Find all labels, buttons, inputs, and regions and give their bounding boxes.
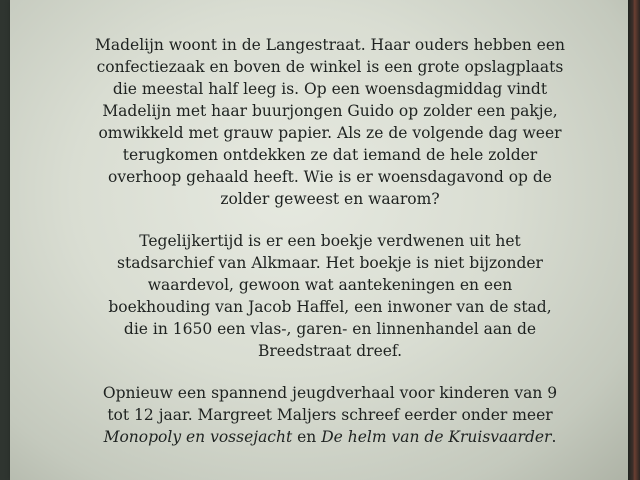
text-line: die meestal half leeg is. Op een woensdagmiddag vindt — [112, 80, 548, 98]
text-line: Tegelijkertijd is er een boekje verdwenen uit het — [139, 232, 521, 250]
text-line: Breedstraat dreef. — [257, 342, 403, 360]
text-line: boekhouding van Jacob Haffel, een inwoner van de stad, — [108, 298, 552, 316]
blurb-paragraph-3 — [70, 382, 590, 448]
text-line: omwikkeld met grauw papier. Als ze de volgende dag weer — [98, 124, 562, 142]
text-line: terugkomen ontdekken ze dat iemand de hele zolder — [122, 146, 538, 164]
book-title-helm: De helm van de Kruisvaarder — [321, 428, 552, 446]
cover-edge-shadow — [628, 0, 640, 480]
period-text: . — [551, 428, 557, 446]
text-line: tot 12 jaar. Margreet Maljers schreef eerder onder meer — [107, 406, 553, 424]
book-blurb — [70, 34, 590, 468]
text-line: zolder geweest en waarom? — [220, 190, 440, 208]
book-title-monopoly: Monopoly en vossejacht — [103, 428, 293, 446]
connector-text: en — [292, 428, 322, 446]
text-line: waardevol, gewoon wat aantekeningen en een — [147, 276, 513, 294]
book-back-cover — [10, 0, 628, 480]
blurb-paragraph-2 — [70, 230, 590, 362]
text-line-with-titles — [70, 426, 590, 448]
text-line: Madelijn met haar buurjongen Guido op zolder een pakje, — [102, 102, 558, 120]
text-line: Opnieuw een spannend jeugdverhaal voor kinderen van 9 — [102, 384, 558, 402]
text-line: stadsarchief van Alkmaar. Het boekje is niet bijzonder — [117, 254, 543, 272]
text-line: overhoop gehaald heeft. Wie is er woensdagavond op de — [108, 168, 552, 186]
blurb-paragraph-1 — [70, 34, 590, 210]
text-line: die in 1650 een vlas-, garen- en linnenhandel aan de — [123, 320, 537, 338]
text-line: Madelijn woont in de Langestraat. Haar ouders hebben een — [94, 36, 565, 54]
text-line: confectiezaak en boven de winkel is een grote opslagplaats — [96, 58, 564, 76]
